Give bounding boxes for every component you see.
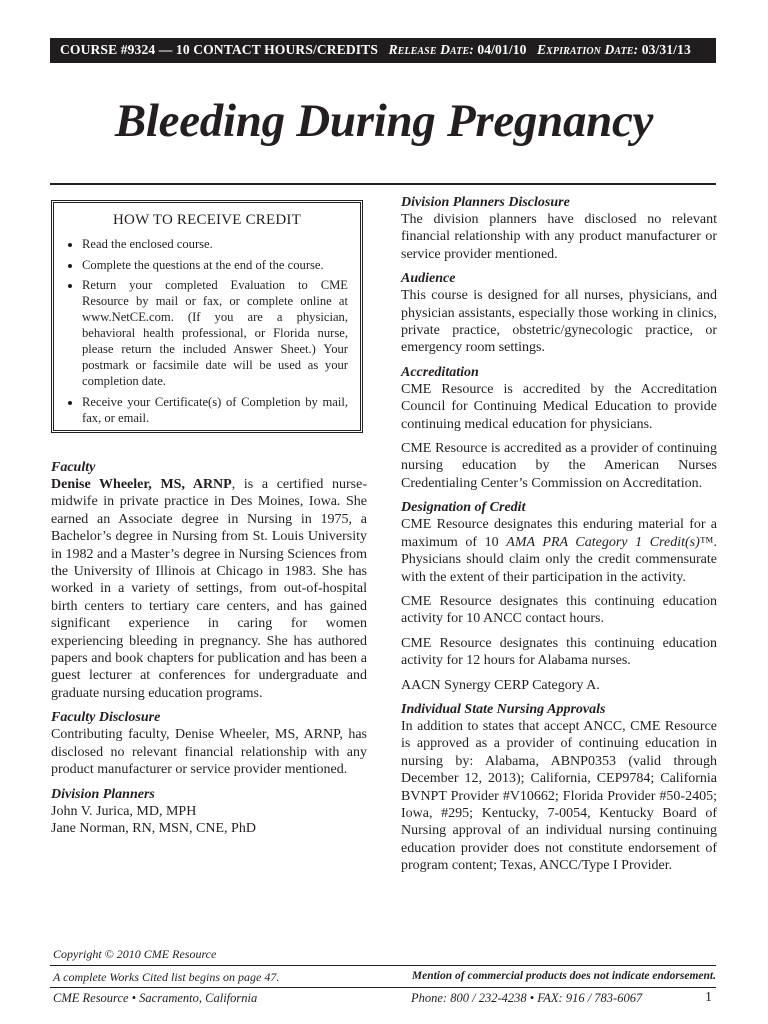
designation-text-1 bbox=[401, 516, 717, 586]
faculty-disclosure-text: Contributing faculty, Denise Wheeler, MS, ARNP, has disclosed no relevant financial relationship with any product manufacturer or service provider mentioned. bbox=[51, 727, 367, 778]
credit-box-heading: HOW TO RECEIVE CREDIT bbox=[113, 212, 301, 228]
endorsement-note: Mention of commercial products does not indicate endorsement. bbox=[411, 970, 716, 982]
how-to-receive-credit-box bbox=[51, 200, 363, 433]
credit-step: • Receive your Certificate(s) of Completion by mail, fax, or email. bbox=[82, 394, 348, 426]
designation-heading: Designation of Credit bbox=[401, 500, 526, 516]
audience-heading: Audience bbox=[401, 271, 456, 287]
audience-section bbox=[401, 270, 717, 357]
designation-text-1a: CME Resource designates this enduring material for a maximum of 10 bbox=[401, 517, 717, 550]
audience-text: This course is designed for all nurses, physicians, and physician assistants, especially those working in clinics, private practice, obstetric/gynecologic practice, or emergency room settings. bbox=[401, 288, 717, 356]
division-planners-disclosure-heading: Division Planners Disclosure bbox=[401, 195, 570, 210]
faculty-name: Denise Wheeler, MS, ARNP bbox=[51, 477, 232, 492]
state-approvals-text: In addition to states that accept ANCC, CME Resource is approved as a provider of continuing education in nursing by: Alabama, ABNP0353 (valid through December 12, 2013); California, CEP9784; California BVNPT Provider #V10662; Florida Provider #50-2405; Iowa, #295; Kentucky, 7-0054, Kentucky Board of Nursing approval of an individual nursing continuing education provider does not constitute endorsement of program content; Texas, ANCC/Type I Provider. bbox=[401, 718, 717, 874]
footer-divider-bottom bbox=[50, 987, 716, 988]
division-planners-heading: Division Planners bbox=[51, 786, 155, 802]
division-planners-section bbox=[51, 786, 367, 838]
title-divider bbox=[50, 183, 716, 185]
contact-numbers: Phone: 800 / 232-4238 • FAX: 916 / 783-6067 bbox=[411, 991, 643, 1005]
credit-step: • Read the enclosed course. bbox=[82, 236, 348, 252]
designation-section bbox=[401, 499, 717, 694]
accreditation-text-2: CME Resource is accredited as a provider of continuing nursing education by the American Nurses Credentialing Center’s Commission on Accreditation. bbox=[401, 441, 717, 491]
works-cited-note: A complete Works Cited list begins on page 47. bbox=[53, 970, 280, 984]
organization-location: CME Resource • Sacramento, California bbox=[53, 991, 258, 1005]
designation-text-2: CME Resource designates this continuing education activity for 10 ANCC contact hours. bbox=[401, 593, 717, 627]
division-planners-disclosure-section bbox=[401, 194, 717, 263]
course-banner bbox=[50, 38, 716, 63]
faculty-bio-text: , is a certified nurse-midwife in private practice in Des Moines, Iowa. She earned an Associate degree in Nursing in 1975, a Bachelor’s degree in Nursing from St. Louis University in 1982 and a Master’s degree in Nursing Sciences from the University of Illinois at Chicago in 1983. She has worked in a variety of settings, from out-of-hospital birth centers to tertiary care centers, and has gained significant experience in caring for women experiencing bleeding in pregnancy. She has authored papers and book chapters for publication and has been a guest lecturer at conferences for undergraduate and graduate nursing education programs. bbox=[51, 477, 367, 701]
faculty-disclosure-section bbox=[51, 709, 367, 778]
planner-name: Jane Norman, RN, MSN, CNE, PhD bbox=[51, 820, 256, 836]
designation-text-1b: ™. Physicians should claim only the credit commensurate with the extent of their participation in the activity. bbox=[401, 534, 717, 585]
accreditation-section bbox=[401, 364, 717, 492]
designation-text-3: CME Resource designates this continuing education activity for 12 hours for Alabama nurses. bbox=[401, 635, 717, 669]
course-info: COURSE #9324 — 10 CONTACT HOURS/CREDITS bbox=[60, 42, 378, 57]
expiration-date-label: Expiration Date: bbox=[537, 42, 639, 57]
faculty-disclosure-heading: Faculty Disclosure bbox=[51, 710, 161, 726]
release-date-label: Release Date: bbox=[388, 42, 474, 57]
expiration-date-value: 03/31/13 bbox=[641, 42, 691, 57]
credit-step: • Return your completed Evaluation to CME Resource by mail or fax, or complete online at www.NetCE.com. (If you are a physician, behavioral health professional, or Florida nurse, please return the included Answer Sheet.) Your postmark or facsimile date will be used as your completion date. bbox=[82, 277, 348, 389]
right-column bbox=[401, 194, 717, 882]
faculty-bio bbox=[51, 476, 367, 702]
faculty-heading: Faculty bbox=[51, 460, 96, 475]
faculty-section bbox=[51, 459, 367, 702]
division-planners-disclosure-text: The division planners have disclosed no relevant financial relationship with any product manufacturer or service provider mentioned. bbox=[401, 212, 717, 262]
page-number: 1 bbox=[705, 990, 712, 1005]
footer-divider-top bbox=[50, 965, 716, 966]
state-approvals-section bbox=[401, 701, 717, 875]
accreditation-text-1: CME Resource is accredited by the Accreditation Council for Continuing Medical Education to provide continuing medical education for physicians. bbox=[401, 381, 717, 432]
accreditation-heading: Accreditation bbox=[401, 364, 479, 380]
release-date-value: 04/01/10 bbox=[477, 42, 527, 57]
credit-steps-list bbox=[66, 236, 348, 426]
credit-step: • Complete the questions at the end of the course. bbox=[82, 257, 348, 273]
division-planners-list bbox=[51, 803, 367, 838]
copyright: Copyright © 2010 CME Resource bbox=[53, 947, 217, 961]
left-column bbox=[51, 200, 367, 844]
state-approvals-heading: Individual State Nursing Approvals bbox=[401, 701, 606, 717]
ama-credit-name: AMA PRA Category 1 Credit(s) bbox=[506, 534, 700, 550]
designation-text-4: AACN Synergy CERP Category A. bbox=[401, 677, 600, 693]
page-title: Bleeding During Pregnancy bbox=[114, 95, 654, 147]
planner-name: John V. Jurica, MD, MPH bbox=[51, 803, 197, 819]
